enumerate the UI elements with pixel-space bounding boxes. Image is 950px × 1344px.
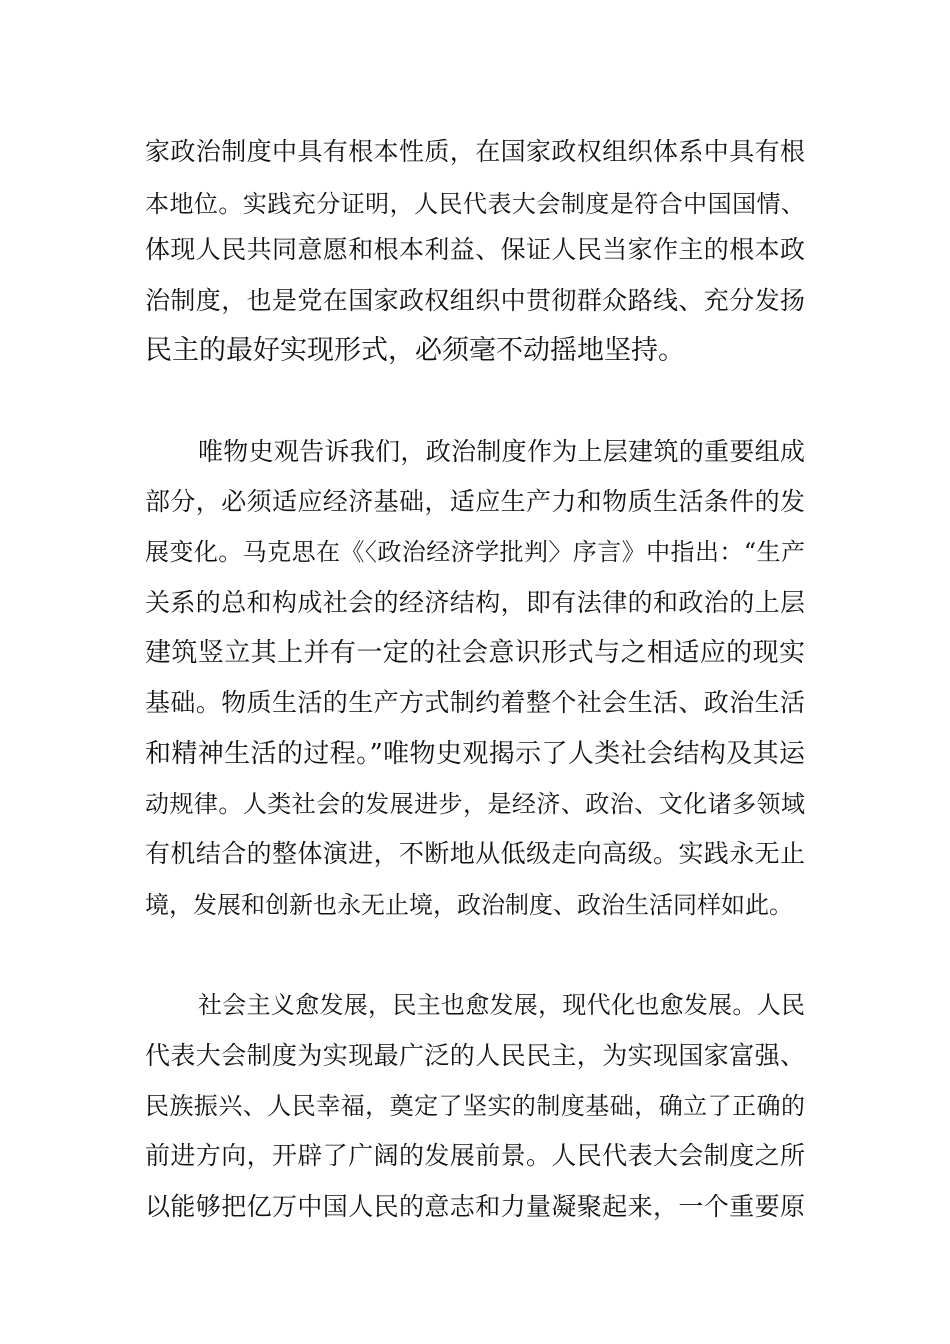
- text-line: 境，发展和创新也永无止境，政治制度、政治生活同样如此。: [145, 891, 793, 919]
- text-line: 家政治制度中具有根本性质，在国家政权组织体系中具有根: [145, 137, 805, 166]
- text-line: 关系的总和构成社会的经济结构，即有法律的和政治的上层: [145, 588, 805, 617]
- text-line: 部分，必须适应经济基础，适应生产力和物质生活条件的发: [145, 487, 805, 516]
- text-line: 前进方向，开辟了广阔的发展前景。人民代表大会制度之所: [145, 1141, 805, 1170]
- text-line: 建筑竖立其上并有一定的社会意识形式与之相适应的现实: [145, 638, 805, 668]
- text-line: 代表大会制度为实现最广泛的人民民主，为实现国家富强、: [145, 1041, 805, 1070]
- text-line: 动规律。人类社会的发展进步，是经济、政治、文化诸多领域: [145, 790, 805, 818]
- paragraph-first-line: 社会主义愈发展，民主也愈发展，现代化也愈发展。人民: [198, 991, 805, 1019]
- paragraph-first-line: 唯物史观告诉我们，政治制度作为上层建筑的重要组成: [198, 437, 805, 466]
- text-line: 治制度，也是党在国家政权组织中贯彻群众路线、充分发扬: [145, 286, 805, 315]
- text-line: 以能够把亿万中国人民的意志和力量凝聚起来，一个重要原: [145, 1192, 805, 1221]
- text-line: 体现人民共同意愿和根本利益、保证人民当家作主的根本政: [145, 235, 805, 264]
- text-line: 有机结合的整体演进，不断地从低级走向高级。实践永无止: [145, 839, 805, 868]
- text-line: 基础。物质生活的生产方式制约着整个社会生活、政治生活: [145, 688, 805, 717]
- text-line: 展变化。马克思在《〈政治经济学批判〉序言》中指出：“生产: [145, 538, 805, 566]
- text-line: 本地位。实践充分证明，人民代表大会制度是符合中国国情、: [145, 190, 805, 218]
- text-line: 民主的最好实现形式，必须毫不动摇地坚持。: [145, 335, 685, 366]
- text-line: 民族振兴、人民幸福，奠定了坚实的制度基础，确立了正确的: [145, 1092, 805, 1120]
- text-line: 和精神生活的过程。”唯物史观揭示了人类社会结构及其运: [145, 739, 805, 769]
